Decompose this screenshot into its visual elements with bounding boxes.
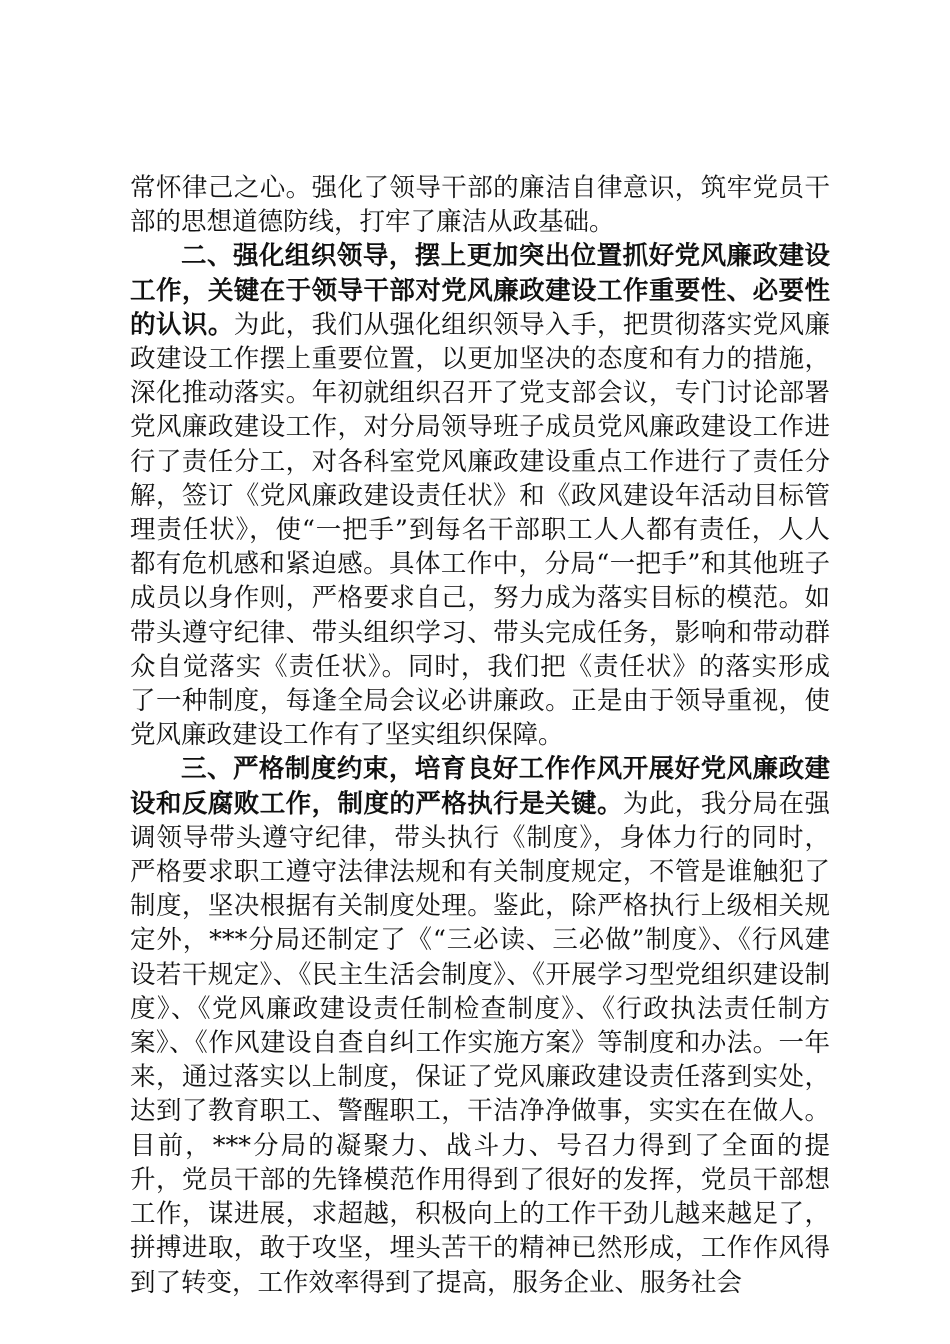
paragraph-section-three — [130, 752, 830, 1299]
paragraph-section-two — [130, 239, 830, 752]
section-three-heading: 三、严格制度约束，培育良好工作作风开展好党风廉政建设和反腐败工作，制度的严格执行是关键。 — [130, 754, 830, 819]
paragraph-text: 为此，我分局在强调领导带头遵守纪律，带头执行《制度》，身体力行的同时，严格要求职工遵守法律法规和有关制度规定，不管是谁触犯了制度，坚决根据有关制度处理。鉴此，除严格执行上级相关规定外，***分局还制定了《“三必读、三必做”制度》、《行风建设若干规定》、《民主生活会制度》、《开展学习型党组织建设制度》、《党风廉政建设责任制检查制度》、《行政执法责任制方案》、《作风建设自查自纠工作实施方案》等制度和办法。一年来，通过落实以上制度，保证了党风廉政建设责任落到实处，达到了教育职工、警醒职工，干洁净净做事，实实在在做人。目前，***分局的凝聚力、战斗力、号召力得到了全面的提升，党员干部的先锋模范作用得到了很好的发挥，党员干部想工作，谋进展，求超越，积极向上的工作干劲儿越来越足了，拼搏进取，敢于攻坚，埋头苦干的精神已然形成，工作作风得到了转变，工作效率得到了提高，服务企业、服务社会 — [130, 788, 830, 1298]
paragraph-text: 常怀律己之心。强化了领导干部的廉洁自律意识，筑牢党员干部的思想道德防线，打牢了廉洁从政基础。 — [130, 173, 830, 238]
document-body — [130, 171, 830, 1300]
paragraph-continuation — [130, 171, 830, 239]
paragraph-text: 为此，我们从强化组织领导入手，把贯彻落实党风廉政建设工作摆上重要位置，以更加坚决的态度和有力的措施，深化推动落实。年初就组织召开了党支部会议，专门讨论部署党风廉政建设工作，对分局领导班子成员党风廉政建设工作进行了责任分工，对各科室党风廉政建设重点工作进行了责任分解，签订《党风廉政建设责任状》和《政风建设年活动目标管理责任状》，使“一把手”到每名干部职工人人都有责任，人人都有危机感和紧迫感。具体工作中，分局“一把手”和其他班子成员以身作则，严格要求自己，努力成为落实目标的模范。如带头遵守纪律、带头组织学习、带头完成任务，影响和带动群众自觉落实《责任状》。同时，我们把《责任状》的落实形成了一种制度，每逢全局会议必讲廉政。正是由于领导重视，使党风廉政建设工作有了坚实组织保障。 — [130, 309, 830, 751]
section-two-heading: 二、强化组织领导，摆上更加突出位置抓好党风廉政建设工作，关键在于领导干部对党风廉政建设工作重要性、必要性的认识。 — [130, 241, 830, 340]
